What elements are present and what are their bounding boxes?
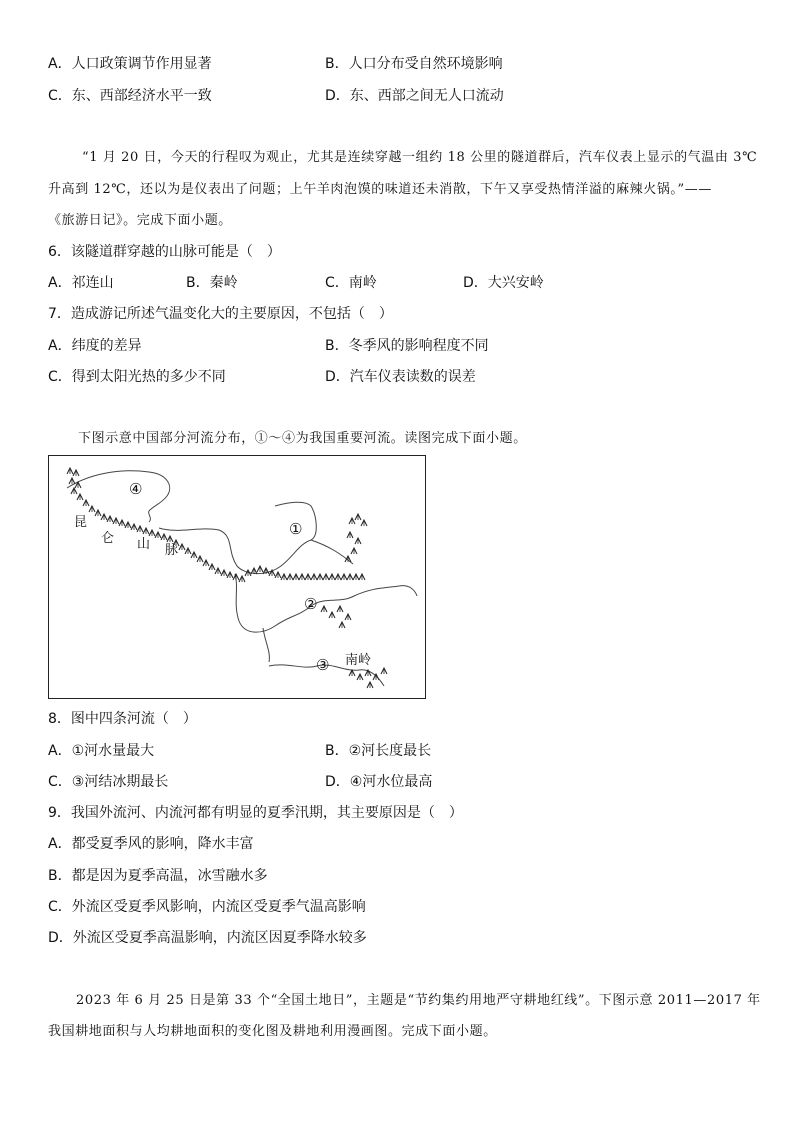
- mountain-symbol: [321, 606, 351, 628]
- option-c: C．③河结冰期最长: [48, 774, 169, 790]
- option-a: A．纬度的差异: [48, 338, 142, 354]
- option-c: C．得到太阳光热的多少不同: [48, 369, 226, 385]
- passage-line: 我国耕地面积与人均耕地面积的变化图及耕地利用漫画图。完成下面小题。: [48, 1024, 497, 1039]
- option-b: B．②河长度最长: [325, 743, 432, 759]
- option-d: D．大兴安岭: [463, 275, 544, 291]
- option-c: C．东、西部经济水平一致: [48, 88, 212, 104]
- option-b: B．秦岭: [186, 275, 238, 291]
- passage-line: 升高到 12℃，还以为是仪表出了问题；上午羊肉泡馍的味道还未消散，下午又享受热情洋溢的麻辣火锅。”——: [48, 182, 712, 197]
- passage-line: 2023 年 6 月 25 日是第 33 个“全国土地日”，主题是“节约集约用地严守耕地红线”。下图示意 2011—2017 年: [76, 993, 761, 1008]
- option-a: A．祁连山: [48, 275, 114, 291]
- option-c: C．外流区受夏季风影响，内流区受夏季气温高影响: [48, 899, 366, 915]
- river-label-2: ②: [304, 595, 318, 613]
- kunlun-mountains-symbol: [67, 468, 365, 582]
- kunlun-char: 山: [137, 537, 151, 552]
- question-stem: 7．造成游记所述气温变化大的主要原因，不包括（ ）: [48, 306, 393, 322]
- passage-line: 下图示意中国部分河流分布，①～④为我国重要河流。读图完成下面小题。: [78, 431, 527, 446]
- river-map: [48, 455, 426, 699]
- kunlun-char: 仑: [101, 531, 115, 546]
- question-stem: 6．该隧道群穿越的山脉可能是（ ）: [48, 244, 281, 260]
- river-label-4: ④: [129, 480, 143, 498]
- option-a: A．都受夏季风的影响，降水丰富: [48, 836, 254, 852]
- kunlun-char: 脉: [165, 543, 179, 558]
- question-stem: 9．我国外流河、内流河都有明显的夏季汛期，其主要原因是（ ）: [48, 805, 463, 821]
- river-label-1: ①: [289, 520, 303, 538]
- option-a: A．人口政策调节作用显著: [48, 56, 212, 72]
- option-b: B．人口分布受自然环境影响: [325, 56, 503, 72]
- option-b: B．都是因为夏季高温，冰雪融水多: [48, 868, 268, 884]
- option-a: A．①河水量最大: [48, 743, 155, 759]
- option-b: B．冬季风的影响程度不同: [325, 338, 489, 354]
- option-d: D．东、西部之间无人口流动: [325, 88, 504, 104]
- option-c: C．南岭: [325, 275, 377, 291]
- river-2: [235, 574, 417, 632]
- kunlun-char: 昆: [74, 515, 88, 530]
- option-d: D．④河水位最高: [325, 774, 433, 790]
- mountain-symbol: [345, 514, 367, 562]
- passage-line: “1 月 20 日，今天的行程叹为观止，尤其是连续穿越一组约 18 公里的隧道群后，汽车仪表上显示的气温由 3℃: [82, 150, 758, 165]
- passage-line: 《旅游日记》。完成下面小题。: [48, 213, 232, 228]
- nanling-label: 南岭: [345, 653, 372, 668]
- option-d: D．汽车仪表读数的误差: [325, 369, 476, 385]
- option-d: D．外流区受夏季高温影响，内流区因夏季降水较多: [48, 930, 367, 946]
- question-stem: 8．图中四条河流（ ）: [48, 711, 197, 727]
- nanling-mountains-symbol: [349, 668, 387, 688]
- river-map-drawing: [49, 456, 425, 698]
- river-label-3: ③: [316, 656, 330, 674]
